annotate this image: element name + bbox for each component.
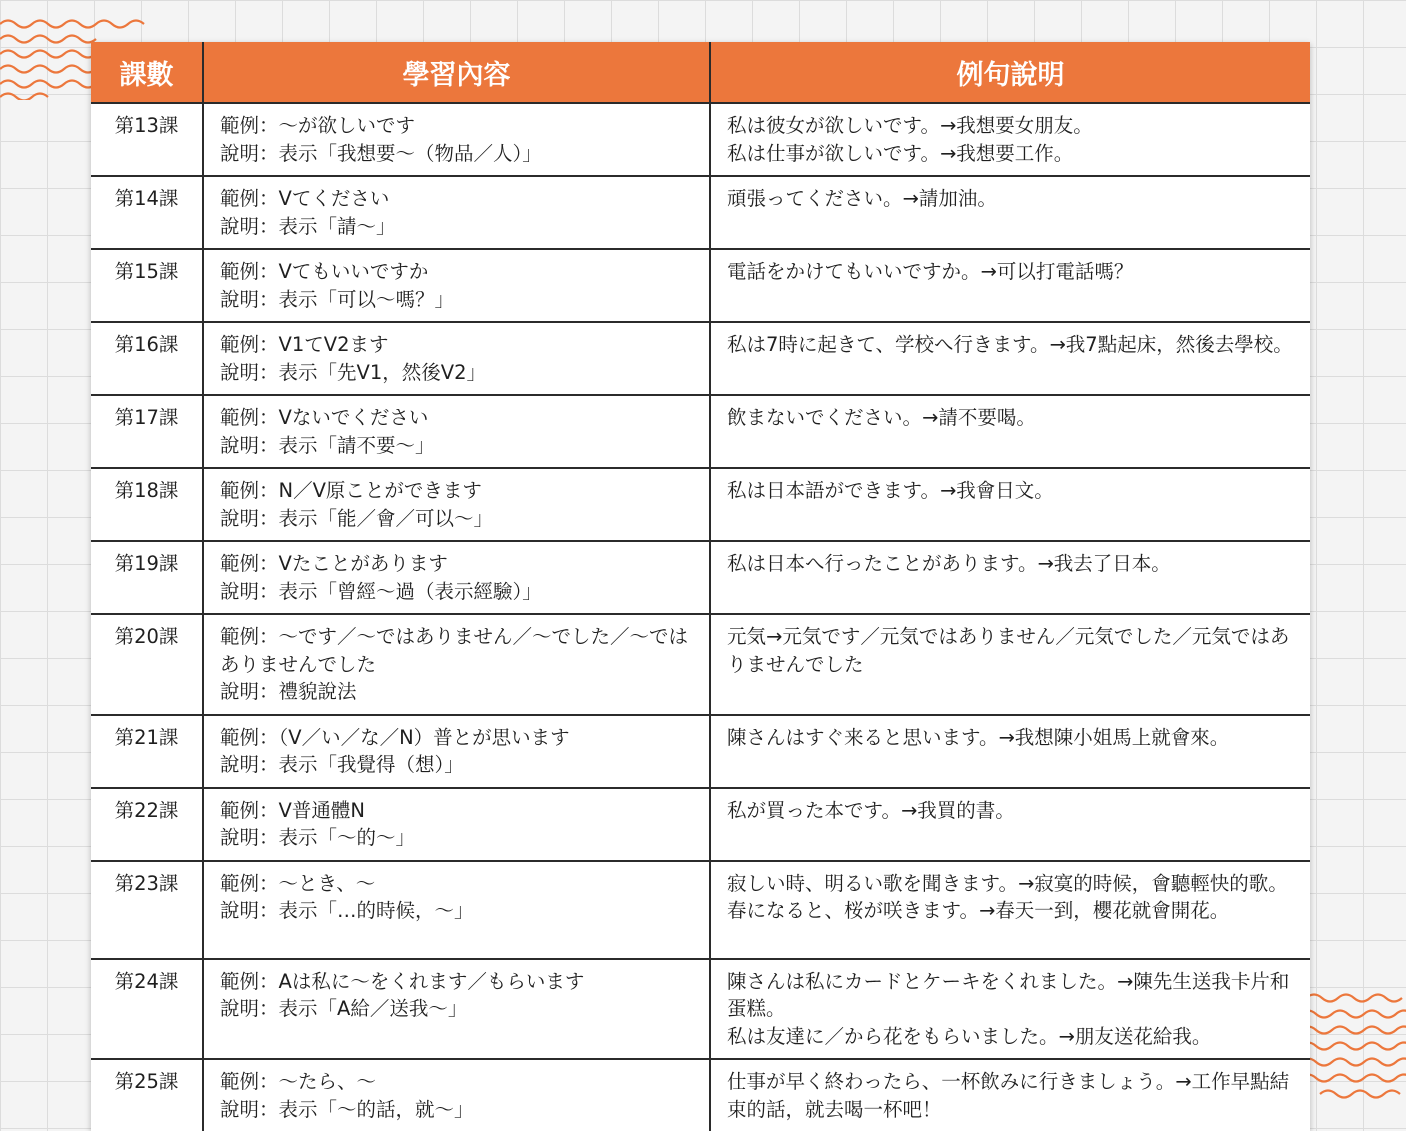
table-row (91, 541, 1310, 614)
table-row (91, 468, 1310, 541)
content-cell (203, 176, 710, 249)
content-example: 範例：Vてください (220, 187, 390, 210)
content-example: 範例：Aは私に～をくれます／もらいます (220, 969, 585, 993)
example-sentence: 私は日本へ行ったことがあります。→我去了日本。 (727, 552, 1171, 575)
header-lesson: 課數 (91, 42, 203, 103)
table-row (91, 249, 1310, 322)
lesson-cell: 第16課 (91, 322, 203, 395)
header-content: 學習內容 (203, 42, 710, 103)
lesson-table-container (91, 42, 1310, 1131)
example-sentence: 仕事が早く終わったら、一杯飲みに行きましょう。→工作早點結束的話，就去喝一杯吧！ (727, 1070, 1290, 1121)
example-cell (710, 468, 1310, 541)
content-cell (203, 322, 710, 395)
table-row (91, 861, 1310, 959)
table-row (91, 715, 1310, 788)
lesson-cell: 第20課 (91, 614, 203, 715)
lesson-cell: 第21課 (91, 715, 203, 788)
content-explanation: 說明：表示「請～」 (220, 214, 396, 238)
example-cell (710, 1059, 1310, 1131)
example-sentence: 陳さんは私にカードとケーキをくれました。→陳先生送我卡片和蛋糕。 (727, 969, 1290, 1020)
content-example: 範例：V1てV2ます (220, 333, 389, 356)
table-row (91, 1059, 1310, 1131)
example-sentence: 元気→元気です／元気ではありません／元気でした／元気ではありませんでした (727, 625, 1290, 676)
content-explanation: 說明：表示「～的話，就～」 (220, 1097, 474, 1121)
table-row (91, 788, 1310, 861)
example-sentence: 私が買った本です。→我買的書。 (727, 798, 1015, 822)
lesson-cell: 第13課 (91, 103, 203, 176)
content-example: 範例：（V／い／な／N）普とが思います (220, 725, 570, 749)
content-cell (203, 715, 710, 788)
content-cell (203, 249, 710, 322)
example-sentence: 私は仕事が欲しいです。→我想要工作。 (727, 141, 1074, 165)
content-cell (203, 541, 710, 614)
content-cell (203, 395, 710, 468)
content-cell (203, 614, 710, 715)
content-example: 範例：～が欲しいです (220, 114, 416, 137)
table-row (91, 395, 1310, 468)
example-sentence: 私は日本語ができます。→我會日文。 (727, 479, 1054, 502)
example-sentence: 私は友達に／から花をもらいました。→朋友送花給我。 (727, 1024, 1212, 1048)
table-row (91, 959, 1310, 1060)
example-cell (710, 176, 1310, 249)
content-explanation: 說明：禮貌說法 (220, 680, 357, 703)
lesson-cell: 第17課 (91, 395, 203, 468)
example-cell (710, 249, 1310, 322)
example-sentence: 春になると、桜が咲きます。→春天一到，櫻花就會開花。 (727, 899, 1230, 922)
lesson-cell: 第14課 (91, 176, 203, 249)
content-cell (203, 788, 710, 861)
example-cell (710, 614, 1310, 715)
example-sentence: 飲まないでください。→請不要喝。 (727, 406, 1036, 429)
wave-decoration-bottom-right (1300, 990, 1406, 1100)
content-cell (203, 861, 710, 959)
content-explanation: 說明：表示「A給／送我～」 (220, 997, 468, 1020)
lesson-cell: 第22課 (91, 788, 203, 861)
content-explanation: 說明：表示「…的時候，～」 (220, 899, 474, 922)
content-cell (203, 103, 710, 176)
content-explanation: 說明：表示「曾經～過（表示經驗）」 (220, 579, 542, 603)
example-cell (710, 322, 1310, 395)
table-row (91, 322, 1310, 395)
lesson-cell: 第18課 (91, 468, 203, 541)
content-example: 範例：～とき、～ (220, 871, 376, 895)
lesson-cell: 第15課 (91, 249, 203, 322)
content-example: 範例：～です／～ではありません／～でした／～ではありませんでした (220, 625, 689, 676)
table-header-row (91, 42, 1310, 103)
content-cell (203, 1059, 710, 1131)
example-cell (710, 861, 1310, 959)
content-example: 範例：Vてもいいですか (220, 260, 429, 283)
lesson-cell: 第25課 (114, 1070, 179, 1093)
content-example: 範例：Vないでください (220, 406, 429, 429)
lesson-cell: 第23課 (91, 861, 203, 959)
content-cell (203, 468, 710, 541)
content-explanation: 說明：表示「可以～嗎？」 (220, 287, 455, 311)
content-explanation: 說明：表示「～的～」 (220, 826, 416, 849)
lesson-cell: 第19課 (91, 541, 203, 614)
table-row (91, 103, 1310, 176)
content-explanation: 說明：表示「先V1，然後V2」 (220, 360, 486, 384)
content-explanation: 說明：表示「能／會／可以～」 (220, 506, 494, 530)
example-sentence: 寂しい時、明るい歌を聞きます。→寂寞的時候，會聽輕快的歌。 (727, 871, 1288, 895)
example-sentence: 私は彼女が欲しいです。→我想要女朋友。 (727, 114, 1093, 137)
example-cell (710, 395, 1310, 468)
lesson-table (91, 42, 1310, 1131)
content-example: 範例：V普通體N (220, 798, 365, 822)
example-sentence: 頑張ってください。→請加油。 (727, 187, 997, 210)
content-example: 範例：～たら、～ (220, 1070, 377, 1093)
table-row (91, 614, 1310, 715)
example-cell (710, 788, 1310, 861)
content-explanation: 說明：表示「請不要～」 (220, 433, 435, 457)
example-sentence: 電話をかけてもいいですか。→可以打電話嗎？ (727, 260, 1134, 283)
content-example: 範例：Vたことがあります (220, 552, 448, 575)
header-examples: 例句說明 (710, 42, 1310, 103)
content-cell (203, 959, 710, 1060)
example-cell (710, 959, 1310, 1060)
example-cell (710, 541, 1310, 614)
content-example: 範例：N／V原ことができます (220, 479, 482, 502)
example-sentence: 陳さんはすぐ来ると思います。→我想陳小姐馬上就會來。 (727, 725, 1230, 749)
lesson-cell: 第24課 (91, 959, 203, 1060)
table-row (91, 176, 1310, 249)
example-cell (710, 715, 1310, 788)
content-explanation: 說明：表示「我想要～（物品／人）」 (220, 141, 542, 165)
example-cell (710, 103, 1310, 176)
content-explanation: 說明：表示「我覺得（想）」 (220, 753, 464, 776)
example-sentence: 私は7時に起きて、学校へ行きます。→我7點起床，然後去學校。 (727, 333, 1293, 356)
